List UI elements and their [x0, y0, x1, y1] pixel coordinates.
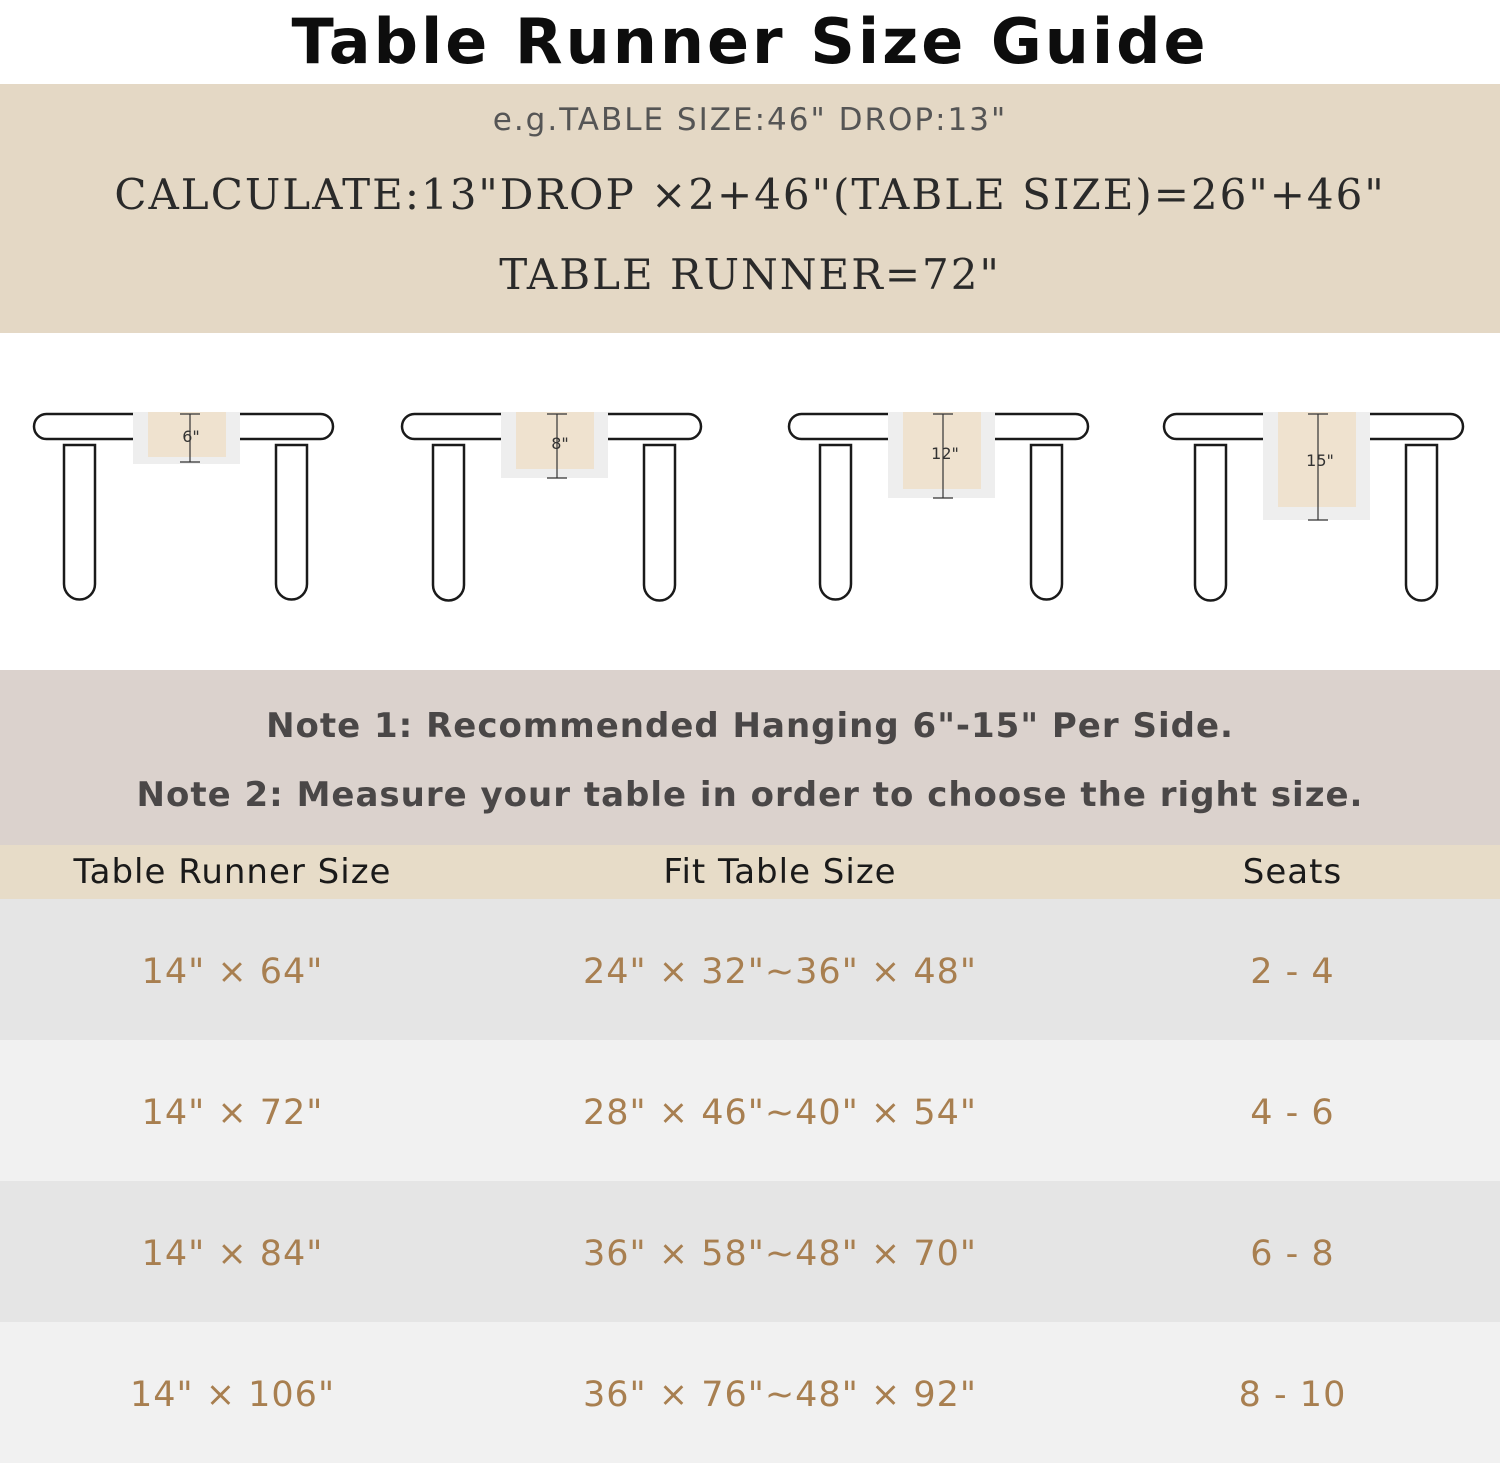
runner-size-cell: 14" × 106" [129, 1375, 336, 1415]
table-leg-right [644, 445, 675, 601]
seats-cell: 4 - 6 [1250, 1093, 1335, 1133]
fit-table-size-cell: 24" × 32"~36" × 48" [582, 952, 978, 992]
table-leg-left [64, 445, 95, 600]
table-row [0, 1322, 1500, 1463]
note-1: Note 1: Recommended Hanging 6"-15" Per Side. [266, 706, 1234, 746]
fit-table-size-cell: 36" × 76"~48" × 92" [582, 1375, 978, 1415]
fit-table-size-cell: 28" × 46"~40" × 54" [582, 1093, 978, 1133]
table-diagram-8in [402, 412, 701, 601]
drop-label: 15" [1306, 451, 1334, 470]
table-leg-left [433, 445, 464, 600]
table-leg-left [1195, 445, 1226, 601]
table-diagram-15in [1164, 412, 1463, 601]
table-row [0, 1040, 1500, 1181]
header-runner-size: Table Runner Size [73, 852, 392, 892]
seats-cell: 2 - 4 [1250, 952, 1335, 992]
table-leg-right [1031, 445, 1062, 600]
runner-size-cell: 14" × 72" [141, 1093, 324, 1133]
page-title: Table Runner Size Guide [291, 5, 1209, 78]
table-diagram-12in [789, 412, 1088, 600]
note-2: Note 2: Measure your table in order to choose the right size. [136, 775, 1364, 815]
drop-label: 12" [931, 444, 959, 463]
seats-cell: 6 - 8 [1250, 1234, 1335, 1274]
table-leg-right [1406, 445, 1437, 601]
table-leg-left [820, 445, 851, 600]
table-row [0, 899, 1500, 1040]
example-section [0, 84, 1500, 333]
runner-size-cell: 14" × 84" [141, 1234, 324, 1274]
notes-section [0, 670, 1500, 845]
fit-table-size-cell: 36" × 58"~48" × 70" [582, 1234, 978, 1274]
table-leg-right [276, 445, 307, 600]
drop-label: 8" [551, 434, 569, 453]
header-seats: Seats [1242, 852, 1343, 892]
drop-label: 6" [182, 427, 200, 446]
result-text: TABLE RUNNER=72" [499, 250, 1001, 299]
table-diagram-6in [34, 412, 333, 600]
size-table-body [0, 899, 1500, 1463]
calculation-text: CALCULATE:13"DROP ×2+46"(TABLE SIZE)=26"+46" [114, 170, 1386, 219]
example-table-size-text: e.g.TABLE SIZE:46" DROP:13" [492, 102, 1008, 138]
drop-diagrams-svg [0, 333, 1500, 670]
header-fit-table-size: Fit Table Size [663, 852, 897, 892]
drop-diagrams [0, 333, 1500, 670]
runner-size-cell: 14" × 64" [141, 952, 324, 992]
table-row [0, 1181, 1500, 1322]
seats-cell: 8 - 10 [1238, 1375, 1347, 1415]
size-table-header [0, 845, 1500, 899]
